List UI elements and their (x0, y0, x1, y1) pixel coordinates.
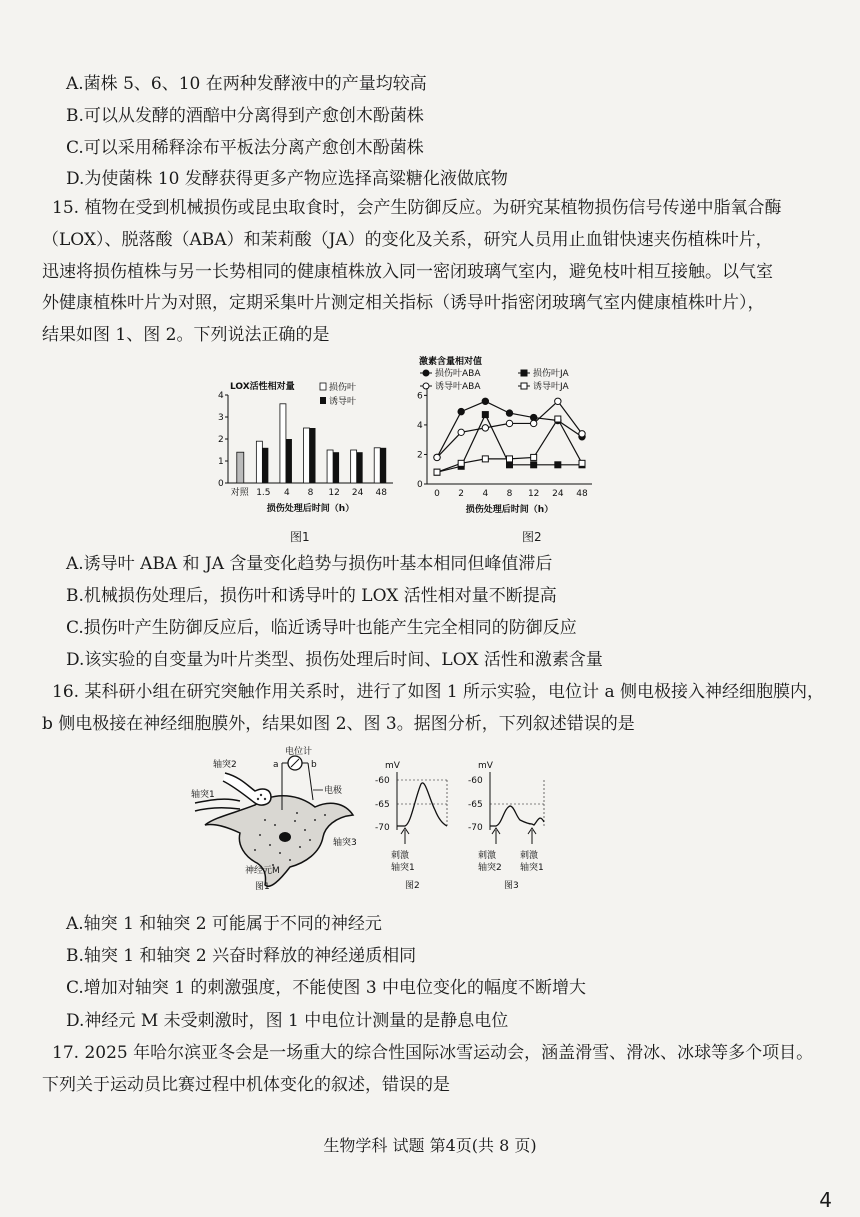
q16-option-c: C.增加对轴突 1 的刺激强度，不能使图 3 中电位变化的幅度不断增大 (66, 978, 587, 998)
fig3-stim1-label-2: 轴突2 (478, 863, 502, 873)
chart2-xtick-label: 12 (527, 489, 540, 499)
data-point (555, 462, 561, 468)
membrane-potential-fig2 (365, 758, 455, 893)
fig2-ytick: -65 (375, 800, 390, 810)
chart1-title: LOX活性相对量 (230, 382, 295, 392)
electrode-label: 电极 (324, 786, 343, 796)
data-point (531, 462, 537, 468)
q16-stem-line: b 侧电极接在神经细胞膜外，结果如图 2、图 3。据图分析，下列叙述错误的是 (42, 714, 635, 734)
q16-option-b: B.轴突 1 和轴突 2 兴奋时释放的神经递质相同 (66, 946, 417, 966)
q15-option-c: C.损伤叶产生防御反应后，临近诱导叶也能产生完全相同的防御反应 (66, 618, 577, 638)
bar-induced-leaf (357, 452, 363, 483)
fig3-stim1-label-1: 刺激 (478, 851, 497, 861)
q14-option-b: B.可以从发酵的酒醅中分离得到产愈创木酚菌株 (66, 106, 424, 126)
bar-injured-leaf (351, 450, 357, 483)
electrode-a-label: a (273, 760, 279, 770)
q17-stem-line: 下列关于运动员比赛过程中机体变化的叙述，错误的是 (42, 1075, 450, 1095)
chart2-legend-label: 损伤叶JA (533, 369, 569, 379)
chart2-ytick-label: 2 (417, 450, 423, 461)
meter-label: 电位计 (285, 747, 313, 757)
bar-induced-leaf (380, 448, 386, 483)
q15-option-b: B.机械损伤处理后，损伤叶和诱导叶的 LOX 活性相对量不断提高 (66, 586, 557, 606)
bar-injured-leaf (256, 441, 262, 483)
legend-swatch-injured (320, 383, 326, 390)
neuron-synapse-diagram (185, 745, 360, 895)
fig2-ytick: -60 (375, 776, 390, 786)
data-point (458, 429, 464, 435)
data-point (507, 462, 513, 468)
chart1-ytick-label: 3 (218, 413, 224, 423)
q15-stem-line: 迅速将损伤植株与另一长势相同的健康植株放入同一密闭玻璃气室内，避免枝叶相互接触。以气室 (42, 262, 773, 282)
bar-injured-leaf (327, 450, 333, 483)
bar-injured-leaf (280, 404, 286, 483)
chart2-xtick-label: 2 (458, 489, 465, 499)
page-footer: 生物学科 试题 第4页(共 8 页) (323, 1136, 537, 1155)
bar-induced-leaf (333, 452, 339, 483)
chart2-legend-label: 损伤叶ABA (435, 369, 481, 379)
fig3-ytick: -65 (468, 800, 483, 810)
data-point (482, 425, 488, 431)
data-point (530, 420, 536, 426)
data-point (482, 398, 488, 404)
chart1-xtick-label: 48 (375, 488, 387, 498)
chart2-xtick-label: 8 (506, 489, 513, 499)
fig2-stim-label-2: 轴突1 (391, 863, 415, 873)
chart1-xtick-label: 12 (328, 488, 340, 498)
chart1-ytick-label: 2 (218, 435, 224, 445)
legend-marker (423, 383, 429, 389)
chart2-legend-label: 诱导叶ABA (435, 382, 481, 392)
fig2-stim-label-1: 刺激 (391, 851, 410, 861)
q16-stem-line: 16. 某科研小组在研究突触作用关系时，进行了如图 1 所示实验，电位计 a 侧电极接入神经细胞膜内， (52, 682, 825, 702)
legend-marker (521, 370, 527, 376)
axon-3-label: 轴突3 (333, 838, 357, 848)
chart2-ytick-label: 0 (417, 480, 423, 490)
q15-stem-line: （LOX）、脱落酸（ABA）和茉莉酸（JA）的变化及关系，研究人员用止血钳快速夹伤植株叶片， (42, 230, 773, 250)
fig3-unit: mV (478, 761, 493, 771)
axon-1-label: 轴突1 (191, 790, 215, 800)
legend-label-injured: 损伤叶 (329, 383, 357, 393)
q16-option-d: D.神经元 M 未受刺激时，图 1 中电位计测量的是静息电位 (66, 1011, 509, 1031)
data-point (507, 456, 513, 462)
chart2-legend-label: 诱导叶JA (533, 382, 569, 392)
legend-label-induced: 诱导叶 (329, 397, 357, 407)
legend-marker (521, 383, 527, 389)
electrode-b-label: b (311, 760, 317, 770)
q17-stem-line: 17. 2025 年哈尔滨亚冬会是一场重大的综合性国际冰雪运动会，涵盖滑雪、滑冰、冰球等多个项目。 (52, 1043, 814, 1063)
data-point (434, 469, 440, 475)
axon-2-label: 轴突2 (213, 760, 237, 770)
chart1-xtick-label: 1.5 (256, 488, 271, 498)
fig2-ytick: -70 (375, 823, 390, 833)
q15-stem-line: 结果如图 1、图 2。下列说法正确的是 (42, 325, 330, 345)
chart2-xtick-label: 4 (482, 489, 489, 499)
chart1-xlabel: 损伤处理后时间（h） (266, 504, 355, 514)
bar-control (237, 452, 244, 483)
data-point (482, 412, 488, 418)
bar-injured-leaf (304, 428, 310, 483)
chart2-title: 激素含量相对值 (419, 357, 483, 367)
fig3-caption: 图3 (504, 881, 519, 891)
q15-stem-line: 外健康植株叶片为对照，定期采集叶片测定相关指标（诱导叶指密闭玻璃气室内健康植株叶片）， (42, 293, 765, 313)
chart2-xtick-label: 48 (576, 489, 588, 499)
q15-option-d: D.该实验的自变量为叶片类型、损伤处理后时间、LOX 活性和激素含量 (66, 650, 603, 670)
data-point (555, 416, 561, 422)
lox-bar-chart (200, 375, 400, 525)
chart2-xlabel: 损伤处理后时间（h） (465, 505, 554, 515)
q14-option-a: A.菌株 5、6、10 在两种发酵液中的产量均较高 (66, 74, 427, 94)
fig3-stim2-label-2: 轴突1 (520, 863, 544, 873)
bar-induced-leaf (286, 439, 292, 483)
axon-2 (223, 773, 271, 805)
q16-option-a: A.轴突 1 和轴突 2 可能属于不同的神经元 (66, 914, 382, 934)
chart1-xtick-label: 8 (307, 488, 314, 498)
chart2-ytick-label: 6 (417, 391, 423, 402)
q15-option-a: A.诱导叶 ABA 和 JA 含量变化趋势与损伤叶基本相同但峰值滞后 (66, 554, 553, 574)
fig3-ytick: -60 (468, 776, 483, 786)
fig2-caption: 图2 (522, 530, 542, 544)
hormone-line-chart (405, 352, 605, 527)
fig2-unit: mV (385, 761, 400, 771)
chart2-xtick-label: 0 (434, 489, 440, 499)
fig3-stim2-label-1: 刺激 (520, 851, 539, 861)
chart1-xtick-label: 对照 (230, 488, 249, 498)
fig1-caption: 图1 (290, 530, 310, 544)
nucleus (279, 832, 291, 842)
q14-option-d: D.为使菌株 10 发酵获得更多产物应选择高粱糖化液做底物 (66, 169, 508, 189)
chart2-xtick-label: 24 (552, 489, 564, 499)
chart1-ytick-label: 1 (218, 457, 224, 467)
chart1-xtick-label: 24 (351, 488, 364, 498)
membrane-potential-fig3 (458, 758, 558, 893)
data-point (531, 454, 537, 460)
data-point (506, 410, 512, 416)
data-point (506, 420, 512, 426)
legend-swatch-induced (320, 397, 326, 404)
bar-induced-leaf (310, 428, 316, 483)
bar-induced-leaf (262, 448, 268, 483)
bar-injured-leaf (374, 448, 380, 483)
fig3-ytick: -70 (468, 823, 483, 833)
data-point (434, 454, 440, 460)
legend-marker (423, 370, 429, 376)
chart1-ytick-label: 4 (218, 391, 224, 401)
chart2-ytick-label: 4 (417, 420, 423, 431)
data-point (579, 460, 585, 466)
chart1-xtick-label: 4 (284, 488, 290, 498)
q14-option-c: C.可以采用稀释涂布平板法分离产愈创木酚菌株 (66, 138, 424, 158)
data-point (482, 456, 488, 462)
data-point (579, 431, 585, 437)
data-point (458, 408, 464, 414)
q15-stem-line: 15. 植物在受到机械损伤或昆虫取食时，会产生防御反应。为研究某植物损伤信号传递中脂氧合酶 (52, 198, 782, 218)
fig2-caption: 图2 (405, 881, 420, 891)
chart1-ytick-label: 0 (218, 479, 224, 489)
fig2-potential-curve (397, 783, 447, 826)
fig1-neuron-caption: 图1 (255, 882, 270, 892)
data-point (458, 460, 464, 466)
page-number: 4 (819, 1188, 832, 1212)
neuron-m-label: 神经元M (245, 866, 280, 876)
fig3-potential-curve (490, 806, 544, 826)
data-point (555, 398, 561, 404)
